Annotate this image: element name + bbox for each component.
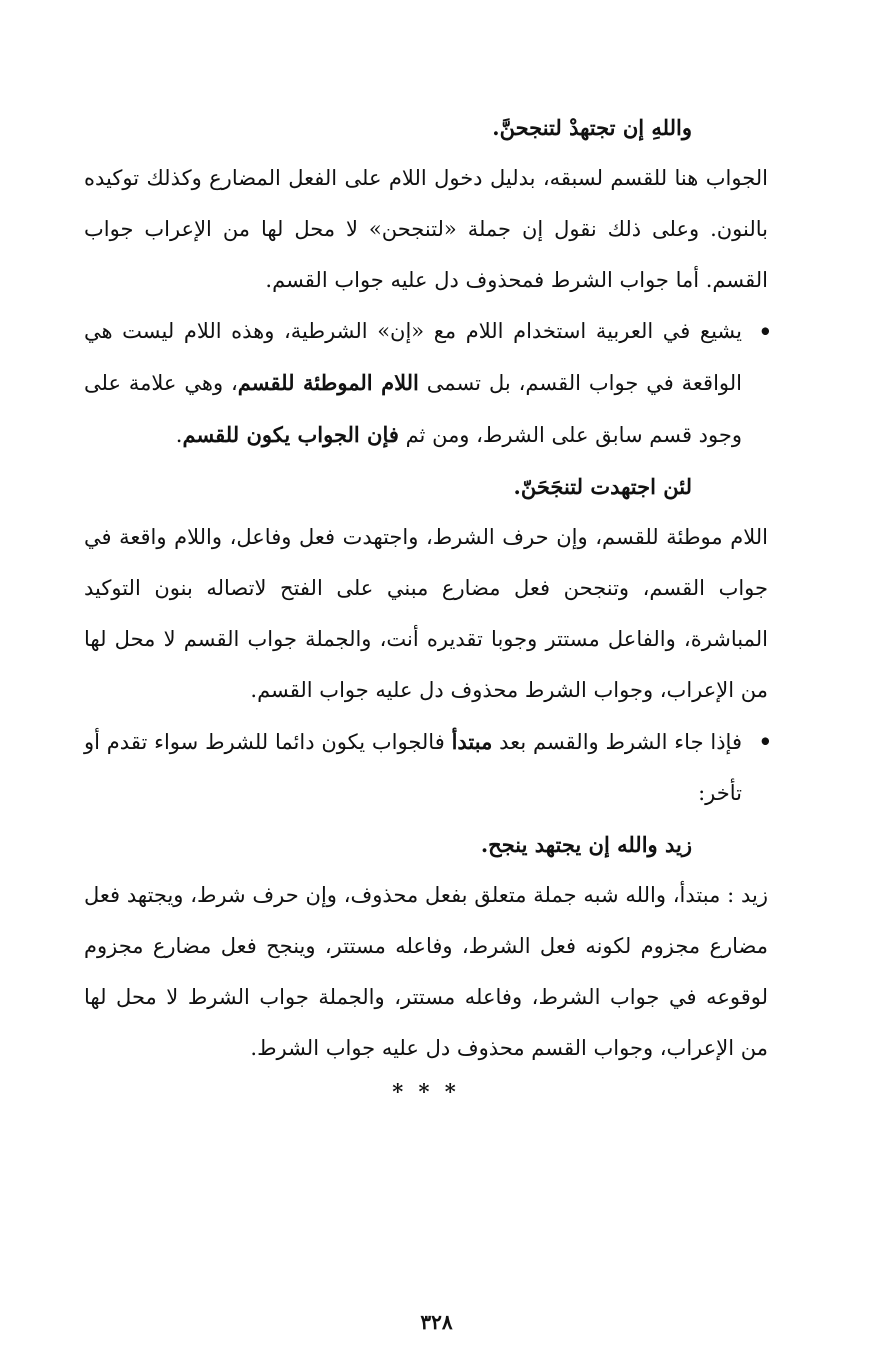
bullet-icon: • bbox=[758, 319, 772, 344]
bullet-point-2 bbox=[84, 716, 772, 819]
bullet-point-1 bbox=[84, 306, 772, 461]
explanation-paragraph-2: اللام موطئة للقسم، وإن حرف الشرط، واجتهدت فعل وفاعل، واللام واقعة في جواب القسم، وتنجحن فعل مضارع مبني على الفتح لاتصاله بنون التوكيد المباشرة، والفاعل مستتر وجوبا تقديره أنت، والجملة جواب القسم لا محل لها من الإعراب، وجواب الشرط محذوف دل عليه جواب القسم. bbox=[84, 525, 768, 702]
page-number: ٣٢٨ bbox=[420, 1310, 453, 1334]
bullet-icon: • bbox=[758, 729, 772, 754]
bullet-1-text-2: ، وهي علامة على وجود قسم سابق على الشرط، ومن ثم bbox=[84, 371, 742, 447]
bullet-2-text-1: فإذا جاء الشرط والقسم بعد bbox=[492, 730, 742, 754]
bullet-1-bold-term-1: اللام الموطئة للقسم bbox=[237, 370, 419, 395]
bullet-1-text-3: . bbox=[175, 423, 183, 447]
example-sentence-2: لئن اجتهدت لتنجَحَنّ. bbox=[513, 474, 692, 499]
section-separator: * * * bbox=[392, 1079, 460, 1104]
bullet-2-bold-term: مبتدأ bbox=[451, 729, 493, 754]
page-content bbox=[84, 102, 772, 1117]
explanation-paragraph-3: زيد : مبتدأ، والله شبه جملة متعلق بفعل محذوف، وإن حرف شرط، ويجتهد فعل مضارع مجزوم لكونه فعل الشرط، وفاعله مستتر، وينجح فعل مضارع مجزوم لوقوعه في جواب الشرط، وفاعله مستتر، والجملة جواب الشرط لا محل لها من الإعراب، وجواب القسم محذوف دل عليه جواب الشرط. bbox=[84, 883, 768, 1060]
bullet-1-text-1: يشيع في العربية استخدام اللام مع «إن» الشرطية، وهذه اللام ليست هي الواقعة في جواب القسم، بل تسمى bbox=[84, 319, 743, 395]
example-sentence-1: واللهِ إن تجتهدْ لتنجحنَّ. bbox=[492, 115, 692, 140]
example-sentence-3: زيد والله إن يجتهد ينجح. bbox=[480, 832, 692, 857]
bullet-2-text-2: فالجواب يكون دائما للشرط سواء تقدم أو تأخر: bbox=[84, 730, 742, 805]
bullet-1-bold-term-2: فإن الجواب يكون للقسم bbox=[182, 422, 399, 447]
explanation-paragraph-1: الجواب هنا للقسم لسبقه، بدليل دخول اللام على الفعل المضارع وكذلك توكيده بالنون. وعلى ذلك نقول إن جملة «لتنجحن» لا محل لها من الإعراب جواب القسم. أما جواب الشرط فمحذوف دل عليه جواب القسم. bbox=[84, 166, 768, 292]
